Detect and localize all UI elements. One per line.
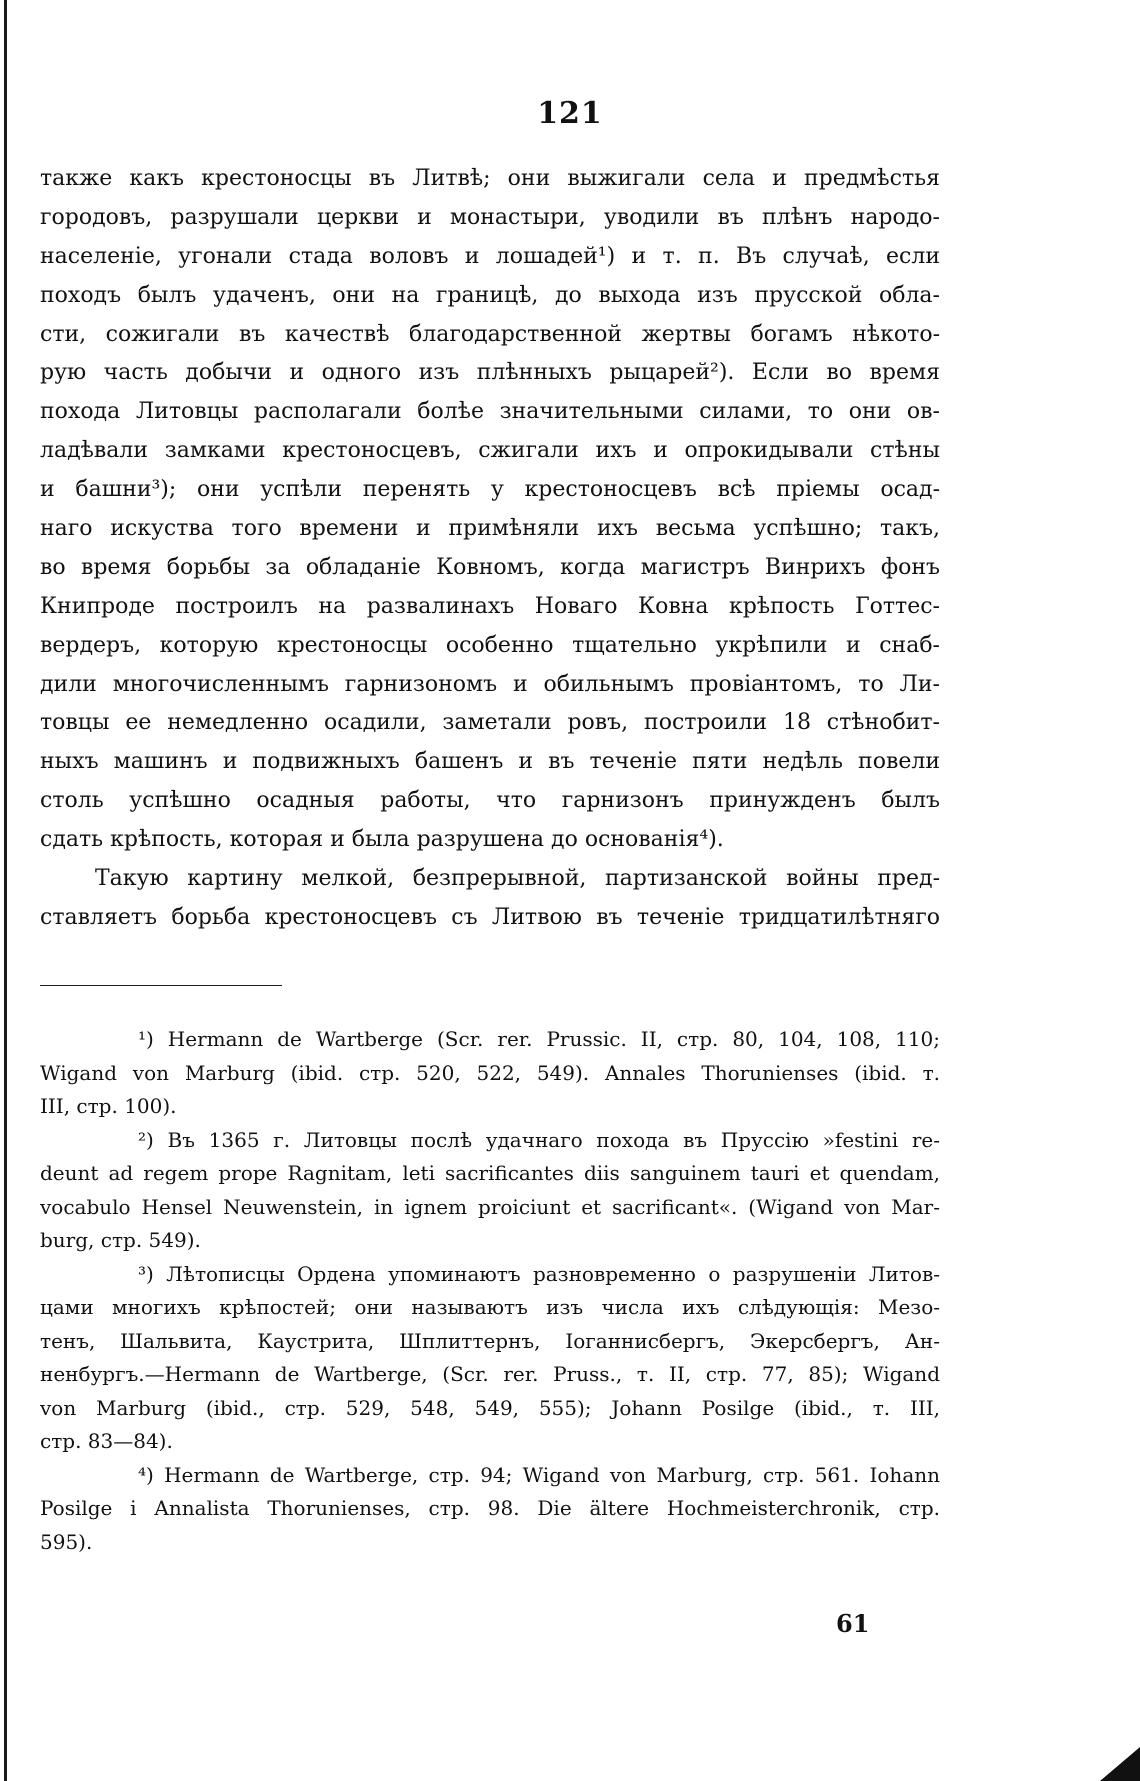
text-line: ставляетъ борьба крестоносцевъ съ Литвою въ теченіе тридцатилѣтняго (40, 904, 940, 930)
page-corner-mark (1100, 1747, 1140, 1781)
text-line: вердеръ, которую крестоносцы особенно тщательно укрѣпили и снаб- (40, 632, 940, 658)
sheet-number: 61 (836, 1609, 870, 1638)
text-line-paragraph-start: Такую картину мелкой, безпрерывной, партизанской войны пред- (95, 866, 940, 892)
footnote-2-line: burg, стр. 549). (40, 1228, 201, 1252)
footnote-4-line: ⁴) Hermann de Wartberge, стр. 94; Wigand von Marburg, стр. 561. Iohann (138, 1462, 940, 1487)
main-text-body (40, 160, 940, 938)
text-line: населеніе, угонали стада воловъ и лошадей¹) и т. п. Въ случаѣ, если (40, 243, 940, 269)
text-line: также какъ крестоносцы въ Литвѣ; они выжигали села и предмѣстья (40, 166, 940, 191)
text-line: столь успѣшно осадныя работы, что гарнизонъ принужденъ былъ (40, 788, 940, 814)
text-line: во время борьбы за обладаніе Ковномъ, когда магистръ Винрихъ фонъ (40, 554, 940, 580)
text-line: походъ былъ удаченъ, они на границѣ, до выхода изъ прусской обла- (40, 282, 940, 308)
page-number: 121 (537, 96, 603, 131)
text-line: товцы ее немедленно осадили, заметали ровъ, построили 18 стѣнобит- (40, 710, 940, 736)
footnote-3-line: von Marburg (ibid., стр. 529, 548, 549, 555); Johann Posilge (ibid., т. III, (40, 1395, 940, 1420)
footnote-2-line: deunt ad regem prope Ragnitam, leti sacrificantes diis sanguinem tauri et quendam, (40, 1161, 940, 1185)
footnotes-section (40, 1023, 940, 1559)
footnote-3-line: тенъ, Шальвита, Каустрита, Шплиттернъ, Іоганнисбергъ, Экерсбергъ, Ан- (40, 1328, 940, 1353)
text-line: дили многочисленнымъ гарнизономъ и обильнымъ провіантомъ, то Ли- (40, 671, 940, 697)
footnote-1-line: Wigand von Marburg (ibid. стр. 520, 522, 549). Annales Thorunienses (ibid. т. (40, 1060, 940, 1085)
text-line: городовъ, разрушали церкви и монастыри, уводили въ плѣнъ народо- (40, 204, 940, 230)
text-line: сти, сожигали въ качествѣ благодарственной жертвы богамъ нѣкото- (40, 321, 940, 347)
text-line: похода Литовцы располагали болѣе значительными силами, то они ов- (40, 399, 940, 425)
text-line: ныхъ машинъ и подвижныхъ башенъ и въ теченіе пяти недѣль повели (40, 749, 940, 775)
footnote-3-line: ненбургъ.—Hermann de Wartberge, (Scr. rer. Pruss., т. II, стр. 77, 85); Wigand (40, 1362, 940, 1386)
footnote-1-line: ¹) Hermann de Wartberge (Scr. rer. Prussic. II, стр. 80, 104, 108, 110; (138, 1027, 940, 1051)
footnote-3-line: стр. 83—84). (40, 1429, 173, 1453)
text-line: наго искуства того времени и примѣняли ихъ весьма успѣшно; такъ, (40, 516, 940, 542)
footnote-3-line: цами многихъ крѣпостей; они называютъ изъ числа ихъ слѣдующія: Мезо- (40, 1295, 940, 1319)
footnote-3-line: ³) Лѣтописцы Ордена упоминаютъ разновременно о разрушеніи Литов- (138, 1261, 940, 1286)
footnote-1-line: III, стр. 100). (40, 1094, 177, 1118)
text-line: рую часть добычи и одного изъ плѣнныхъ рыцарей²). Если во время (40, 360, 940, 386)
page-edge-border (4, 0, 7, 1781)
footnote-divider (40, 985, 282, 986)
text-line: сдать крѣпость, которая и была разрушена до основанія⁴). (40, 827, 724, 853)
footnote-4-line: Posilge i Annalista Thorunienses, стр. 98. Die ältere Hochmeisterchronik, стр. (40, 1496, 940, 1520)
text-line: ладѣвали замками крестоносцевъ, сжигали ихъ и опрокидывали стѣны (40, 438, 940, 464)
footnote-2-line: ²) Въ 1365 г. Литовцы послѣ удачнаго похода въ Пруссію »festini re- (138, 1127, 940, 1152)
text-line: и башни³); они успѣли перенять у крестоносцевъ всѣ пріемы осад- (40, 477, 940, 503)
text-line: Книпроде построилъ на развалинахъ Новаго Ковна крѣпость Готтес- (40, 593, 940, 619)
footnote-2-line: vocabulo Hensel Neuwenstein, in ignem proiciunt et sacrificant«. (Wigand von Mar- (40, 1194, 940, 1219)
footnote-4-line: 595). (40, 1529, 93, 1554)
